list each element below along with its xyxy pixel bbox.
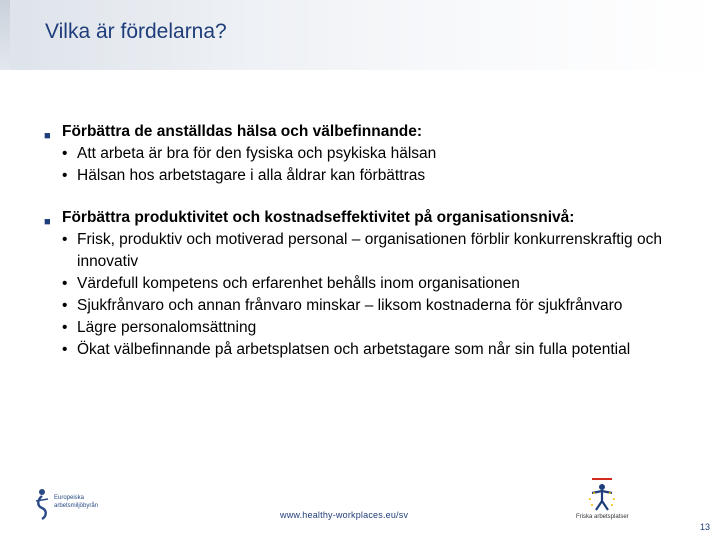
dot-bullet-icon: •	[62, 341, 68, 358]
sub-bullet-text: Hälsan hos arbetstagare i alla åldrar kan förbättras	[77, 167, 426, 184]
bullet-point-1	[44, 121, 664, 187]
dot-bullet-icon: •	[62, 167, 68, 184]
dot-bullet-icon: •	[62, 297, 68, 314]
square-bullet-icon: ■	[44, 216, 51, 228]
header-accent-strip	[0, 0, 10, 70]
slide-content	[44, 121, 664, 361]
sub-bullet-text: Lägre personalomsättning	[77, 319, 257, 336]
sub-bullet	[62, 165, 664, 187]
dot-bullet-icon: •	[62, 145, 68, 162]
slide-header	[0, 0, 720, 70]
sub-bullet-text: Sjukfrånvaro och annan frånvaro minskar – liksom kostnaderna för sjukfrånvaro	[77, 297, 623, 314]
sub-bullet	[62, 229, 664, 273]
sub-bullet-list	[62, 229, 664, 361]
square-bullet-icon: ■	[44, 130, 51, 142]
dot-bullet-icon: •	[62, 319, 68, 336]
sub-bullet	[62, 339, 664, 361]
sub-bullet	[62, 143, 664, 165]
sub-bullet-text: Ökat välbefinnande på arbetsplatsen och arbetstagare som når sin fulla potential	[77, 341, 631, 358]
campaign-name: Friska arbetsplatser	[576, 514, 629, 520]
sub-bullet	[62, 317, 664, 339]
agency-figure-icon	[34, 488, 50, 520]
agency-logo	[34, 488, 114, 524]
dot-bullet-icon: •	[62, 275, 68, 292]
sub-bullet-text: Frisk, produktiv och motiverad personal – organisationen förblir konkurrenskraftig och innovativ	[77, 231, 662, 270]
dot-bullet-icon: •	[62, 231, 68, 248]
sub-bullet	[62, 273, 664, 295]
campaign-person-icon	[582, 475, 622, 515]
bullet-point-2	[44, 207, 664, 361]
sub-bullet	[62, 295, 664, 317]
bullet-point-text: Förbättra de anställdas hälsa och välbefinnande:	[62, 123, 423, 140]
slide-title: Vilka är fördelarna?	[45, 20, 227, 43]
sub-bullet-list	[62, 143, 664, 187]
bullet-point-text: Förbättra produktivitet och kostnadseffektivitet på organisationsnivå:	[62, 209, 575, 226]
sub-bullet-text: Att arbeta är bra för den fysiska och psykiska hälsan	[77, 145, 437, 162]
page-number: 13	[700, 522, 711, 532]
agency-name: Europeiska arbetsmiljöbyrån	[54, 495, 99, 509]
sub-bullet-text: Värdefull kompetens och erfarenhet behålls inom organisationen	[77, 275, 520, 292]
footer-url: www.healthy-workplaces.eu/sv	[280, 510, 409, 520]
